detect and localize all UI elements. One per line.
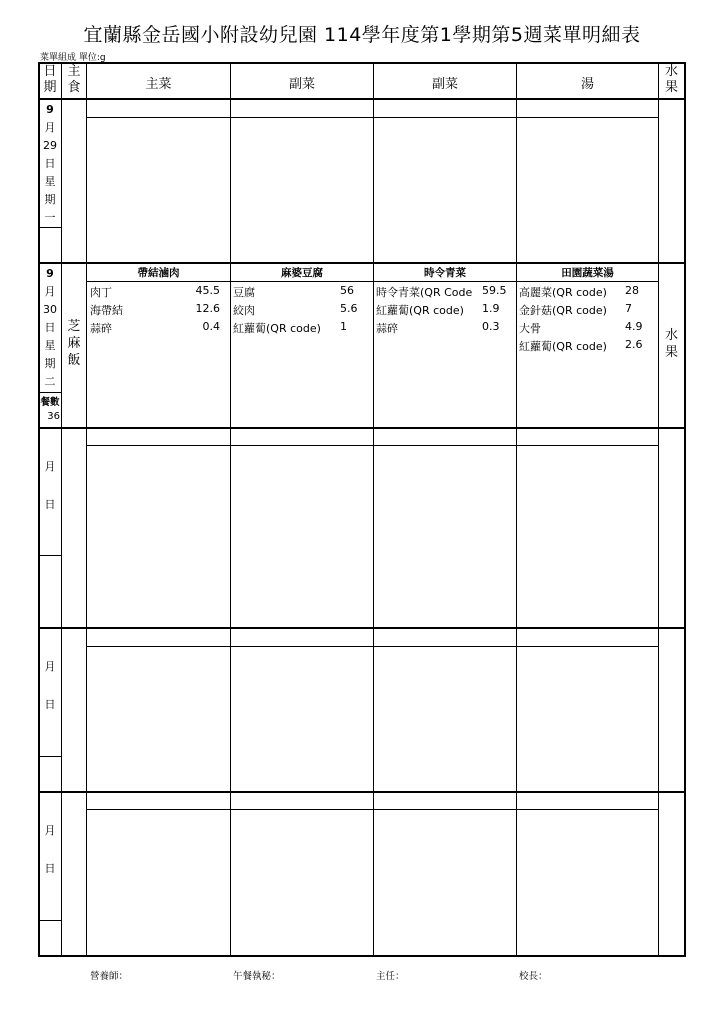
col-line-soup (658, 62, 659, 956)
ingredient-name: 大骨 (519, 322, 541, 335)
ingredient-name: 肉丁 (90, 286, 112, 299)
count-line-2 (38, 392, 62, 393)
ingredient-name: 豆腐 (233, 286, 255, 299)
day2-date-label: 9 月 30 日 星 期 二 (43, 267, 57, 388)
meal-count-value: 36 (47, 411, 60, 422)
meal-count-label: 餐數 (40, 397, 60, 408)
ingredient-qty: 4.9 (625, 320, 643, 333)
ingredient-qty: 2.6 (625, 338, 643, 351)
count-line-1 (38, 227, 62, 228)
ingredient-name: 金針菇(QR code) (519, 304, 607, 317)
signature-dietitian: 營養師： (90, 971, 129, 982)
day2-fruit: 水 果 (664, 328, 678, 360)
count-line-3 (38, 555, 62, 556)
header-soup: 湯 (580, 77, 594, 92)
day-separator-1 (38, 262, 686, 264)
day4-date-label: 月 日 (44, 660, 56, 711)
table-border-bottom (38, 955, 686, 957)
page-title: 宜蘭縣金岳國小附設幼兒園 114學年度第1學期第5週菜單明細表 (83, 24, 641, 46)
ingredient-name: 蒜碎 (90, 322, 112, 335)
ingredient-name: 紅蘿蔔(QR code) (519, 340, 607, 353)
day2-staple: 芝 麻 飯 (67, 319, 81, 368)
day5-date-label: 月 日 (44, 824, 56, 875)
header-side-dish-1: 副菜 (288, 77, 315, 92)
table-border-top (38, 62, 686, 64)
ingredient-name: 海帶結 (90, 304, 123, 317)
dish-row-line-5 (86, 809, 658, 810)
header-staple: 主 食 (67, 64, 81, 95)
count-line-5 (38, 920, 62, 921)
day-separator-4 (38, 791, 686, 793)
dish-row-line-1 (86, 117, 658, 118)
ingredient-qty: 56 (340, 284, 354, 297)
ingredient-qty: 7 (625, 302, 632, 315)
ingredient-qty: 1.9 (482, 302, 500, 315)
ingredient-qty: 0.3 (482, 320, 500, 333)
ingredient-name: 紅蘿蔔(QR code) (233, 322, 321, 335)
dish-row-line-4 (86, 646, 658, 647)
header-bottom-line (38, 98, 686, 100)
header-side-dish-2: 副菜 (431, 77, 458, 92)
dish-row-line-3 (86, 445, 658, 446)
ingredient-qty: 28 (625, 284, 639, 297)
ingredient-qty: 0.4 (202, 320, 220, 333)
col-line-date (61, 62, 62, 956)
header-date: 日 期 (43, 64, 57, 95)
ingredient-name: 絞肉 (233, 304, 255, 317)
side-dish-1-name: 麻婆豆腐 (281, 267, 323, 279)
ingredient-qty: 5.6 (340, 302, 358, 315)
day-separator-3 (38, 627, 686, 629)
table-border-right (684, 62, 686, 956)
unit-note: 菜單組成 單位:g (40, 53, 106, 63)
ingredient-qty: 12.6 (195, 302, 220, 315)
col-line-staple (86, 62, 87, 956)
ingredient-name: 蒜碎 (376, 322, 398, 335)
col-line-side1 (373, 62, 374, 956)
signature-principal: 校長： (519, 971, 548, 982)
ingredient-qty: 45.5 (195, 284, 220, 297)
count-line-4 (38, 756, 62, 757)
soup-name: 田園蔬菜湯 (561, 267, 614, 279)
header-main-dish: 主菜 (145, 77, 172, 92)
side-dish-2-name: 時令青菜 (424, 267, 466, 279)
ingredient-qty: 59.5 (482, 284, 507, 297)
header-fruit: 水 果 (664, 64, 678, 95)
main-dish-name: 帶結滷肉 (137, 267, 180, 279)
day3-date-label: 月 日 (44, 460, 56, 511)
day-separator-2 (38, 427, 686, 429)
signature-director: 主任： (376, 971, 405, 982)
day1-date-label: 9 月 29 日 星 期 一 (43, 103, 57, 224)
ingredient-qty: 1 (340, 320, 347, 333)
col-line-side2 (516, 62, 517, 956)
signature-lunch-secretary: 午餐執秘： (233, 971, 281, 982)
ingredient-name: 紅蘿蔔(QR code) (376, 304, 464, 317)
ingredient-name: 時令青菜(QR Code (376, 286, 473, 299)
col-line-main (230, 62, 231, 956)
ingredient-name: 高麗菜(QR code) (519, 286, 607, 299)
dish-row-line-2 (86, 281, 658, 282)
